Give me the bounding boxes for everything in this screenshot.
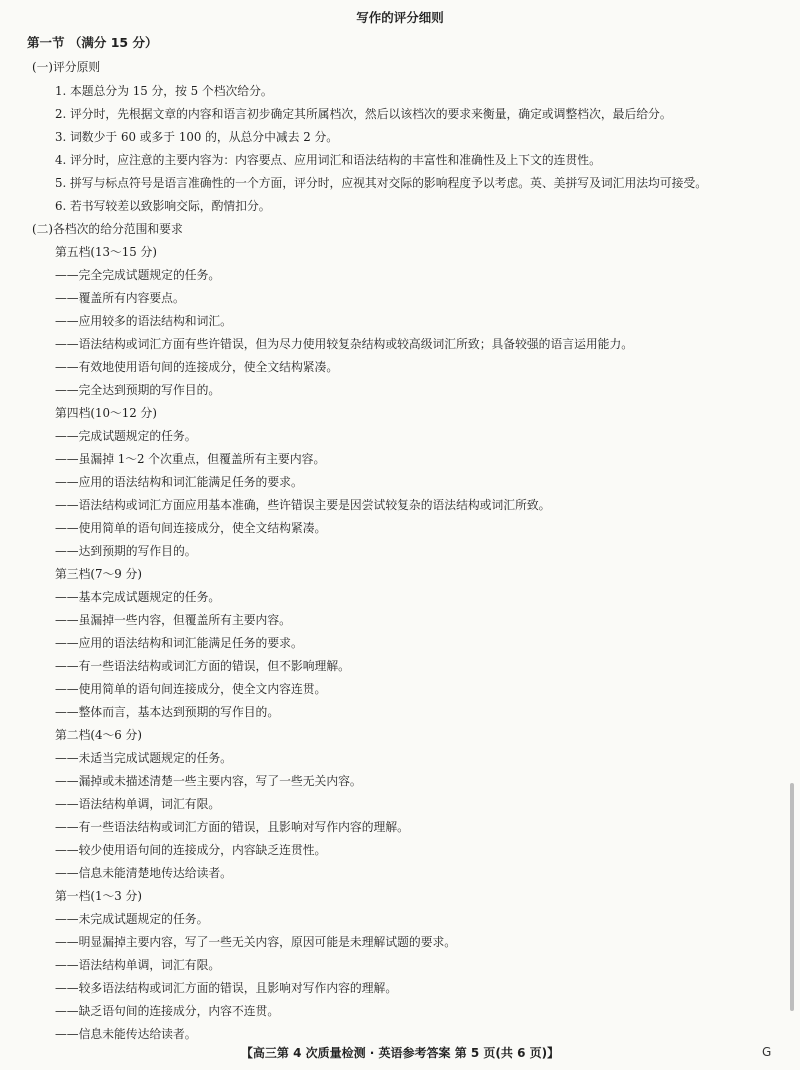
principles-heading: (一)评分原则 — [32, 60, 101, 74]
document-title: 写作的评分细则 — [356, 10, 444, 25]
level-criterion: ——虽漏掉一些内容，但覆盖所有主要内容。 — [55, 613, 291, 627]
level-criterion: ——明显漏掉主要内容，写了一些无关内容，原因可能是未理解试题的要求。 — [55, 935, 457, 949]
level-criterion: ——未适当完成试题规定的任务。 — [55, 751, 232, 765]
level-criterion: ——较少使用语句间的连接成分，内容缺乏连贯性。 — [55, 843, 327, 857]
principle-item: 5. 拼写与标点符号是语言准确性的一个方面，评分时，应视其对交际的影响程度予以考虑。英、美拼写及词汇用法均可接受。 — [55, 176, 708, 190]
level-criterion: ——语法结构单调，词汇有限。 — [55, 958, 221, 972]
level-criterion: ——完全完成试题规定的任务。 — [55, 268, 221, 282]
level-title: 第四档(10～12 分) — [55, 406, 157, 420]
level-criterion: ——语法结构或词汇方面有些许错误，但为尽力使用较复杂结构或较高级词汇所致；具备较强的语言运用能力。 — [55, 337, 634, 351]
level-criterion: ——较多语法结构或词汇方面的错误，且影响对写作内容的理解。 — [55, 981, 398, 995]
level-criterion: ——完成试题规定的任务。 — [55, 429, 197, 443]
level-criterion: ——应用的语法结构和词汇能满足任务的要求。 — [55, 636, 303, 650]
level-title: 第一档(1～3 分) — [55, 889, 142, 903]
section-heading: 第一节 （满分 15 分） — [27, 35, 158, 50]
level-criterion: ——达到预期的写作目的。 — [55, 544, 197, 558]
principle-item: 6. 若书写较差以致影响交际，酌情扣分。 — [55, 199, 271, 213]
level-criterion: ——漏掉或未描述清楚一些主要内容，写了一些无关内容。 — [55, 774, 362, 788]
level-title: 第三档(7～9 分) — [55, 567, 142, 581]
level-criterion: ——完全达到预期的写作目的。 — [55, 383, 221, 397]
principle-item: 3. 词数少于 60 或多于 100 的，从总分中减去 2 分。 — [55, 130, 339, 144]
level-criterion: ——信息未能传达给读者。 — [55, 1027, 197, 1041]
level-criterion: ——应用的语法结构和词汇能满足任务的要求。 — [55, 475, 303, 489]
principle-item: 1. 本题总分为 15 分，按 5 个档次给分。 — [55, 84, 273, 98]
principle-item: 2. 评分时，先根据文章的内容和语言初步确定其所属档次，然后以该档次的要求来衡量，确定或调整档次，最后给分。 — [55, 107, 672, 121]
corner-mark: G — [762, 1045, 772, 1059]
level-criterion: ——信息未能清楚地传达给读者。 — [55, 866, 232, 880]
level-criterion: ——缺乏语句间的连接成分，内容不连贯。 — [55, 1004, 280, 1018]
page-footer: 【高三第 4 次质量检测 · 英语参考答案 第 5 页(共 6 页)】 — [240, 1046, 560, 1060]
level-criterion: ——整体而言，基本达到预期的写作目的。 — [55, 705, 280, 719]
level-criterion: ——有一些语法结构或词汇方面的错误，但不影响理解。 — [55, 659, 350, 673]
level-criterion: ——虽漏掉 1～2 个次重点，但覆盖所有主要内容。 — [55, 452, 326, 466]
principle-item: 4. 评分时，应注意的主要内容为：内容要点、应用词汇和语法结构的丰富性和准确性及上下文的连贯性。 — [55, 153, 601, 167]
level-criterion: ——基本完成试题规定的任务。 — [55, 590, 221, 604]
level-criterion: ——使用简单的语句间连接成分，使全文内容连贯。 — [55, 682, 327, 696]
level-title: 第二档(4～6 分) — [55, 728, 142, 742]
levels-heading: (二)各档次的给分范围和要求 — [32, 222, 183, 236]
level-criterion: ——应用较多的语法结构和词汇。 — [55, 314, 232, 328]
level-criterion: ——覆盖所有内容要点。 — [55, 291, 185, 305]
level-title: 第五档(13～15 分) — [55, 245, 157, 259]
level-criterion: ——语法结构或词汇方面应用基本准确，些许错误主要是因尝试较复杂的语法结构或词汇所致。 — [55, 498, 551, 512]
scrollbar[interactable] — [790, 783, 794, 1011]
level-criterion: ——未完成试题规定的任务。 — [55, 912, 209, 926]
level-criterion: ——语法结构单调，词汇有限。 — [55, 797, 221, 811]
level-criterion: ——有效地使用语句间的连接成分，使全文结构紧凑。 — [55, 360, 339, 374]
level-criterion: ——有一些语法结构或词汇方面的错误，且影响对写作内容的理解。 — [55, 820, 409, 834]
level-criterion: ——使用简单的语句间连接成分，使全文结构紧凑。 — [55, 521, 327, 535]
